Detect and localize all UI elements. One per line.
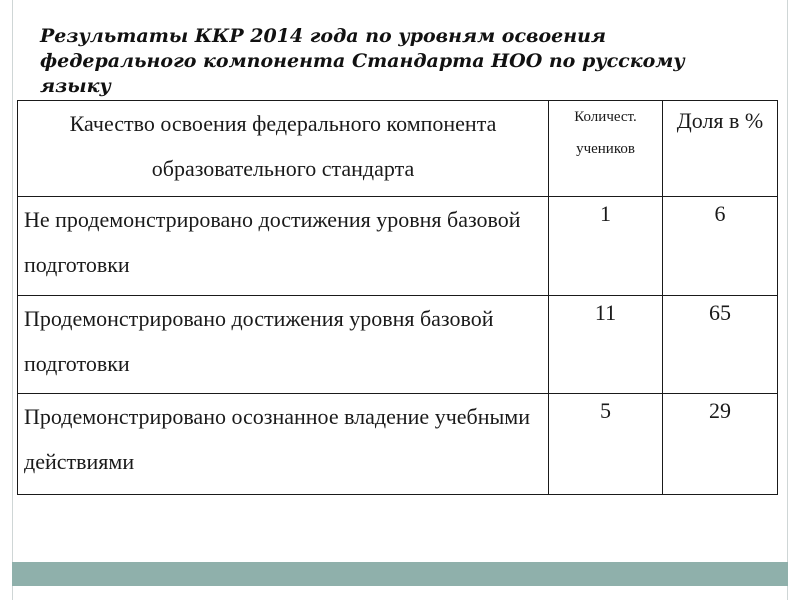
- table-row: [18, 394, 778, 495]
- row-count: 1: [549, 197, 663, 296]
- table-row: [18, 296, 778, 394]
- row-share: 65: [663, 296, 778, 394]
- results-table: [17, 100, 778, 495]
- row-count: 5: [549, 394, 663, 495]
- row-share: 29: [663, 394, 778, 495]
- table-header-row: [18, 101, 778, 197]
- row-count: 11: [549, 296, 663, 394]
- row-share: 6: [663, 197, 778, 296]
- bottom-bar: [12, 562, 788, 586]
- slide-title: Результаты ККР 2014 года по уровням освоения федерального компонента Стандарта НОО по русскому языку: [40, 25, 685, 97]
- row-label: Не продемонстрировано достижения уровня базовой подготовки: [18, 197, 549, 296]
- header-quality: Качество освоения федерального компонента образовательного стандарта: [18, 101, 549, 197]
- row-label: Продемонстрировано осознанное владение учебными действиями: [18, 394, 549, 495]
- header-count: Количест. учеников: [549, 101, 663, 197]
- row-label: Продемонстрировано достижения уровня базовой подготовки: [18, 296, 549, 394]
- header-share: Доля в %: [663, 101, 778, 197]
- table-row: [18, 197, 778, 296]
